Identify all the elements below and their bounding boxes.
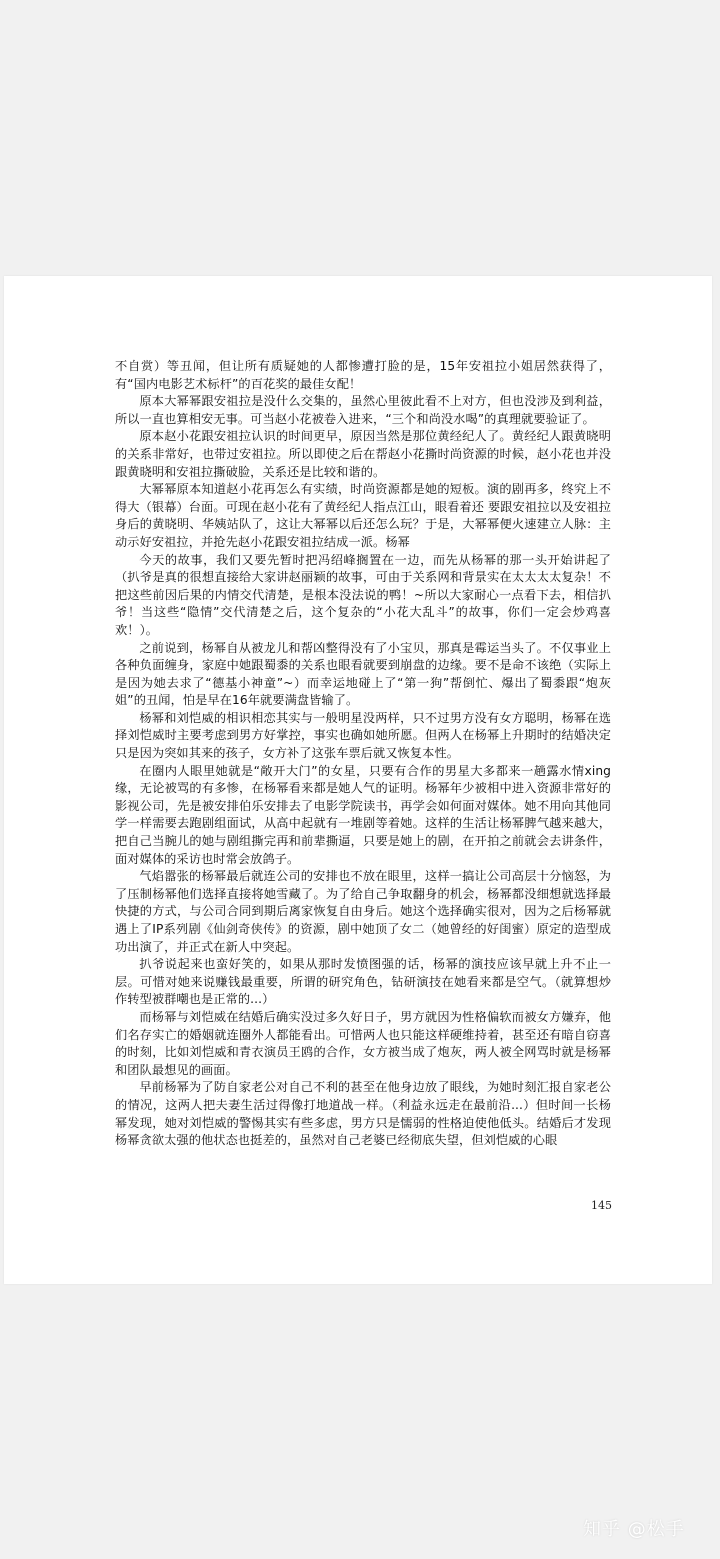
paragraph: 今天的故事，我们又要先暂时把冯绍峰搁置在一边，而先从杨幂的那一头开始讲起了（扒爷是真的很想直接给大家讲赵丽颖的故事，可由于关系网和背景实在太太太太复杂！不把这些前因后果的内情交代清楚，是根本没法说的鸭！~所以大家耐心一点看下去，相信扒爷！当这些“隐情”交代清楚之后，这个复杂的“小花大乱斗”的故事，你们一定会炒鸡喜欢！）。: [115, 552, 611, 637]
paragraph: 气焰嚣张的杨幂最后就连公司的安排也不放在眼里，这样一搞让公司高层十分恼怒，为了压制杨幂他们选择直接将她雪藏了。为了给自己争取翻身的机会，杨幂都没细想就选择最快捷的方式，与公司合同到期后离家恢复自由身后。她这个选择确实很对，因为之后杨幂就遇上了IP系列剧《仙剑奇侠传》的资源，剧中她顶了女二（她曾经的好闺蜜）原定的造型成功出演了，并正式在新人中突起。: [115, 869, 611, 954]
paragraph: 不自赏）等丑闻，但让所有质疑她的人都惨遭打脸的是，15年安祖拉小姐居然获得了，有“国内电影艺术标杆”的百花奖的最佳女配！: [115, 359, 611, 391]
document-page: [4, 276, 712, 1284]
paragraph: 原本大幂幂跟安祖拉是没什么交集的，虽然心里彼此看不上对方，但也没涉及到利益，所以一直也算相安无事。可当赵小花被卷入进来，“三个和尚没水喝”的真理就要验证了。: [115, 394, 611, 426]
paragraph: 而杨幂与刘恺威在结婚后确实没过多久好日子，男方就因为性格偏软而被女方嫌弃，他们名存实亡的婚姻就连圈外人都能看出。可惜两人也只能这样硬维持着，甚至还有暗自窃喜的时刻，比如刘恺威和青衣演员王鸥的合作，女方被当成了炮灰，两人被全网骂时就是杨幂和团队最想见的画面。: [115, 1009, 611, 1077]
paragraph: 早前杨幂为了防自家老公对自己不利的甚至在他身边放了眼线，为她时刻汇报自家老公的情况，这两人把夫妻生活过得像打地道战一样。（利益永远走在最前沿...）但时间一长杨幂发现，她对刘恺威的警惕其实有些多虑，男方只是懦弱的性格迫使他低头。结婚后才发现杨幂贪欲太强的他状态也挺差的，虽然对自己老婆已经彻底失望，但刘恺威的心眼: [115, 1080, 611, 1148]
paragraph: 杨幂和刘恺威的相识相恋其实与一般明星没两样，只不过男方没有女方聪明，杨幂在选择刘恺威时主要考虑到男方好掌控，事实也确如她所愿。但两人在杨幂上升期时的结婚决定只是因为突如其来的孩子，女方补了这张车票后就又恢复本性。: [115, 710, 611, 761]
body-text: [115, 358, 611, 1150]
paragraph: 大幂幂原本知道赵小花再怎么有实绩，时尚资源都是她的短板。演的剧再多，终究上不得大（银幕）台面。可现在赵小花有了黄经纪人指点江山，眼看着还 要跟安祖拉以及安祖拉身后的黄晓明、华姨站队了，这让大幂幂以后还怎么玩？于是，大幂幂便火速建立人脉：主动示好安祖拉，并抢先赵小花跟安祖拉结成一派。杨幂: [115, 482, 611, 549]
paragraph: 原本赵小花跟安祖拉认识的时间更早，原因当然是那位黄经纪人了。黄经纪人跟黄晓明的关系非常好，也带过安祖拉。所以即使之后在帮赵小花撕时尚资源的时候，赵小花也并没跟黄晓明和安祖拉撕破脸，关系还是比较和谐的。: [115, 429, 611, 479]
paragraph: 在圈内人眼里她就是“敞开大门”的女星，只要有合作的男星大多都来一趟露水情xing缘，无论被骂的有多惨，在杨幂看来都是她人气的证明。杨幂年少被相中进入资源非常好的影视公司，先是被安排伯乐安排去了电影学院读书，再学会如何面对媒体。她不用向其他同学一样需要去跑剧组面试，从高中起就有一堆剧等着她。这样的生活让杨幂脾气越来越大，把自己当腕儿的她与剧组撕完再和前辈撕逼，只要是她上的剧，在开拍之前就会去讲条件，面对媒体的采访也时常会放鸽子。: [115, 763, 611, 866]
page-number: 145: [591, 1199, 612, 1212]
paragraph: 之前说到，杨幂自从被龙儿和帮凶整得没有了小宝贝，那真是霉运当头了。不仅事业上各种负面缠身，家庭中她跟蜀黍的关系也眼看就要到崩盘的边缘。要不是命不该绝（实际上是因为她去求了“德基小神童”~）而幸运地碰上了“第一狗”帮倒忙、爆出了蜀黍跟“炮灰姐”的丑闻，怕是早在16年就要满盘皆输了。: [115, 640, 611, 708]
watermark: 知乎 @松手: [583, 1519, 685, 1540]
paragraph: 扒爷说起来也蛮好笑的，如果从那时发愤图强的话，杨幂的演技应该早就上升不止一层。可惜对她来说赚钱最重要，所谓的研究角色，钻研演技在她看来都是空气。（就算想炒作转型被群嘲也是正常的...）: [115, 957, 611, 1007]
